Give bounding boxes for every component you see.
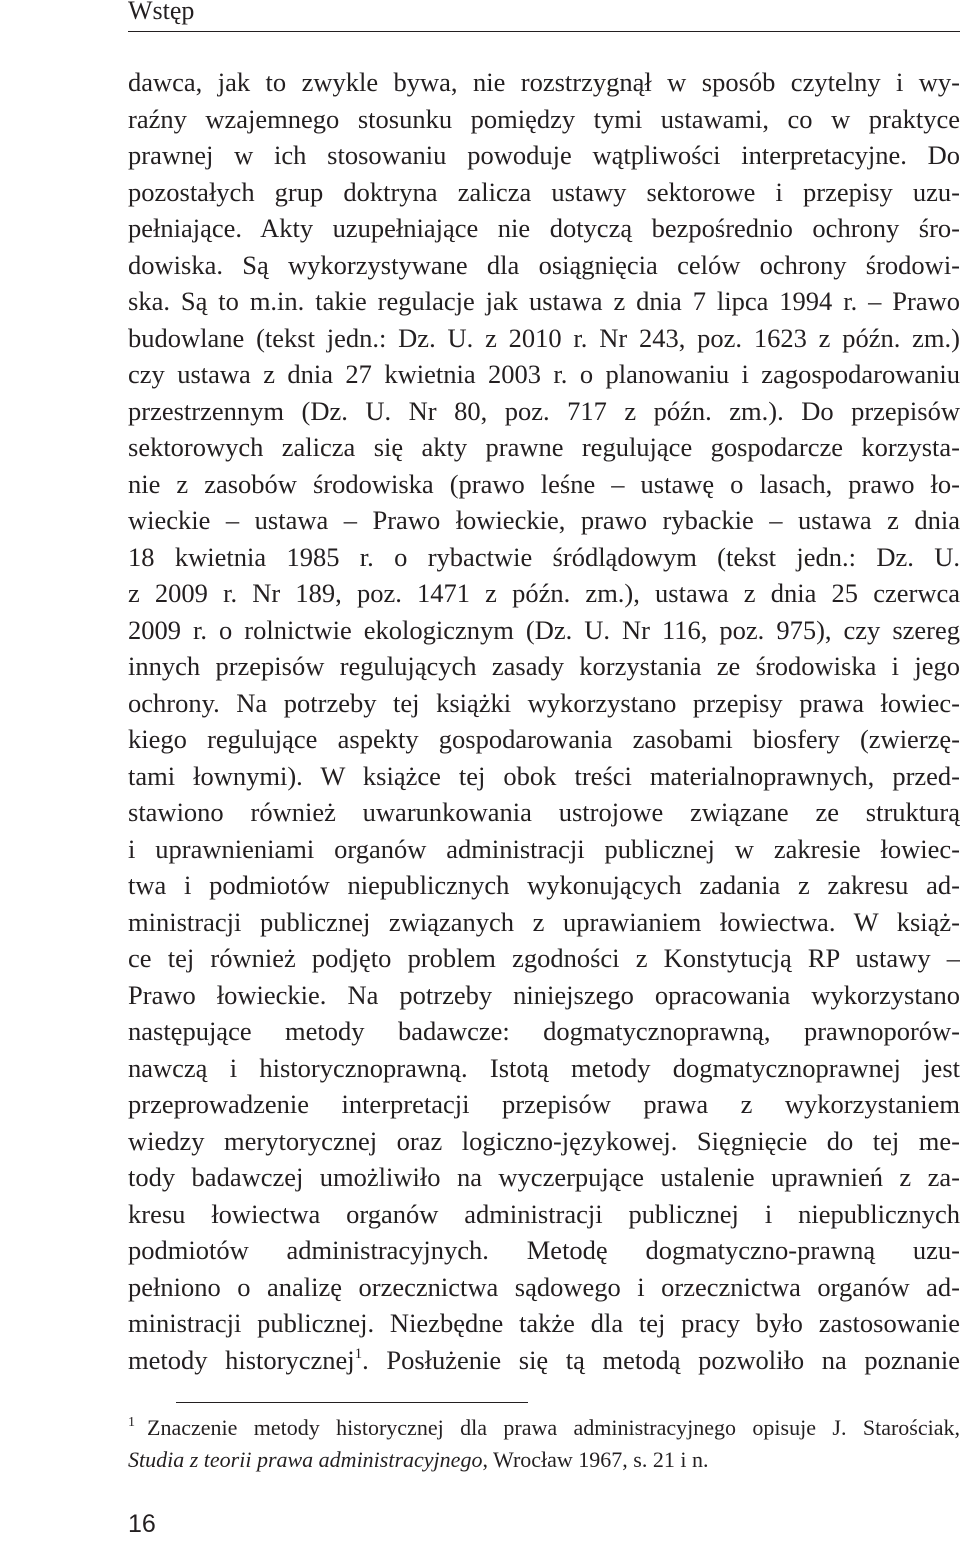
text-line: czy ustawa z dnia 27 kwietnia 2003 r. o planowaniu i zagospodarowaniu [128,359,960,389]
text-line: 2009 r. o rolnictwie ekologicznym (Dz. U. Nr 116, poz. 975), czy szereg [128,614,960,645]
header-rule [128,31,960,32]
text-line: wiedzy merytorycznej oraz logiczno-językowej. Sięgnięcie do tej me- [128,1125,960,1156]
footnote-marker: 1 [128,1415,135,1430]
text-line: ministracji publicznej. Niezbędne także dla tej pracy było zastosowanie [128,1308,960,1338]
text-fragment: metody historycznej [128,1344,355,1375]
text-line: przeprowadzenie interpretacji przepisów prawa z wykorzystaniem [128,1089,960,1119]
text-line: przestrzennym (Dz. U. Nr 80, poz. 717 z późn. zm.). Do przepisów [128,395,960,426]
text-line: budowlane (tekst jedn.: Dz. U. z 2010 r. Nr 243, poz. 1623 z późn. zm.) [128,322,960,353]
text-line: prawnej w ich stosowaniu powoduje wątpliwości interpretacyjne. Do [128,140,960,170]
running-head: Wstęp [128,0,195,25]
text-line: pozostałych grup doktryna zalicza ustawy sektorowe i przepisy uzu- [128,176,960,207]
text-line: pełniające. Akty uzupełniające nie dotyczą bezpośrednio ochrony śro- [128,213,960,243]
text-fragment: . Posłużenie się tą metodą pozwoliło na poznanie [362,1344,960,1375]
footnote-line [128,1444,960,1476]
footnote-text: Znaczenie metody historycznej dla prawa administracyjnego opisuje J. Starościak, [147,1415,960,1440]
text-line: ska. Są to m.in. takie regulacje jak ustawa z dnia 7 lipca 1994 r. – Prawo [128,286,960,316]
text-line: Prawo łowieckie. Na potrzeby niniejszego opracowania wykorzystano [128,979,960,1010]
text-line: następujące metody badawcze: dogmatycznoprawną, prawnoporów- [128,1016,960,1046]
text-line: podmiotów administracyjnych. Metodę dogmatyczno-prawną uzu- [128,1235,960,1265]
text-line: pełniono o analizę orzecznictwa sądowego i orzecznictwa organów ad- [128,1271,960,1302]
text-line: twa i podmiotów niepublicznych wykonujących zadania z zakresu ad- [128,870,960,900]
text-line: nawczą i historycznoprawną. Istotą metody dogmatycznoprawnej jest [128,1052,960,1083]
footnote [128,1412,960,1476]
footnote-reference[interactable]: 1 [354,1345,363,1362]
text-line: dowiska. Są wykorzystywane dla osiągnięcia celów ochrony środowi- [128,249,960,280]
text-line: wieckie – ustawa – Prawo łowieckie, prawo rybackie – ustawa z dnia [128,505,960,535]
main-text [128,64,960,1378]
text-line: ministracji publicznej związanych z uprawianiem łowiectwa. W książ- [128,906,960,937]
text-line: tody badawczej umożliwiło na wyczerpujące ustalenie uprawnień z za- [128,1162,960,1192]
footnote-rule [176,1402,528,1403]
text-line: nie z zasobów środowiska (prawo leśne – ustawę o lasach, prawo ło- [128,468,960,499]
text-line: sektorowych zalicza się akty prawne regulujące gospodarcze korzysta- [128,432,960,462]
footnote-line [128,1412,960,1444]
text-line-last [128,1342,960,1379]
text-line: ochrony. Na potrzeby tej książki wykorzystano przepisy prawa łowiec- [128,687,960,718]
text-line: i uprawnieniami organów administracji publicznej w zakresie łowiec- [128,833,960,864]
text-line: z 2009 r. Nr 189, poz. 1471 z późn. zm.), ustawa z dnia 25 czerwca [128,578,960,608]
text-line: dawca, jak to zwykle bywa, nie rozstrzygnął w sposób czytelny i wy- [128,67,960,97]
text-line: 18 kwietnia 1985 r. o rybactwie śródlądowym (tekst jedn.: Dz. U. [128,541,960,572]
text-line: ce tej również podjęto problem zgodności z Konstytucją RP ustawy – [128,943,960,973]
text-line: kiego regulujące aspekty gospodarowania zasobami biosfery (zwierzę- [128,724,960,754]
text-line: innych przepisów regulujących zasady korzystania ze środowiska i jego [128,651,960,681]
text-line: raźny wzajemnego stosunku pomiędzy tymi ustawami, co w praktyce [128,103,960,134]
page-number: 16 [128,1510,156,1538]
footnote-book-title: Studia z teorii prawa administracyjnego [128,1447,483,1472]
text-line: stawiono również uwarunkowania ustrojowe związane ze strukturą [128,797,960,827]
footnote-text: , Wrocław 1967, s. 21 i n. [482,1447,709,1472]
text-line: kresu łowiectwa organów administracji publicznej i niepublicznych [128,1198,960,1229]
text-line: tami łownymi). W książce tej obok treści materialnoprawnych, przed- [128,760,960,791]
